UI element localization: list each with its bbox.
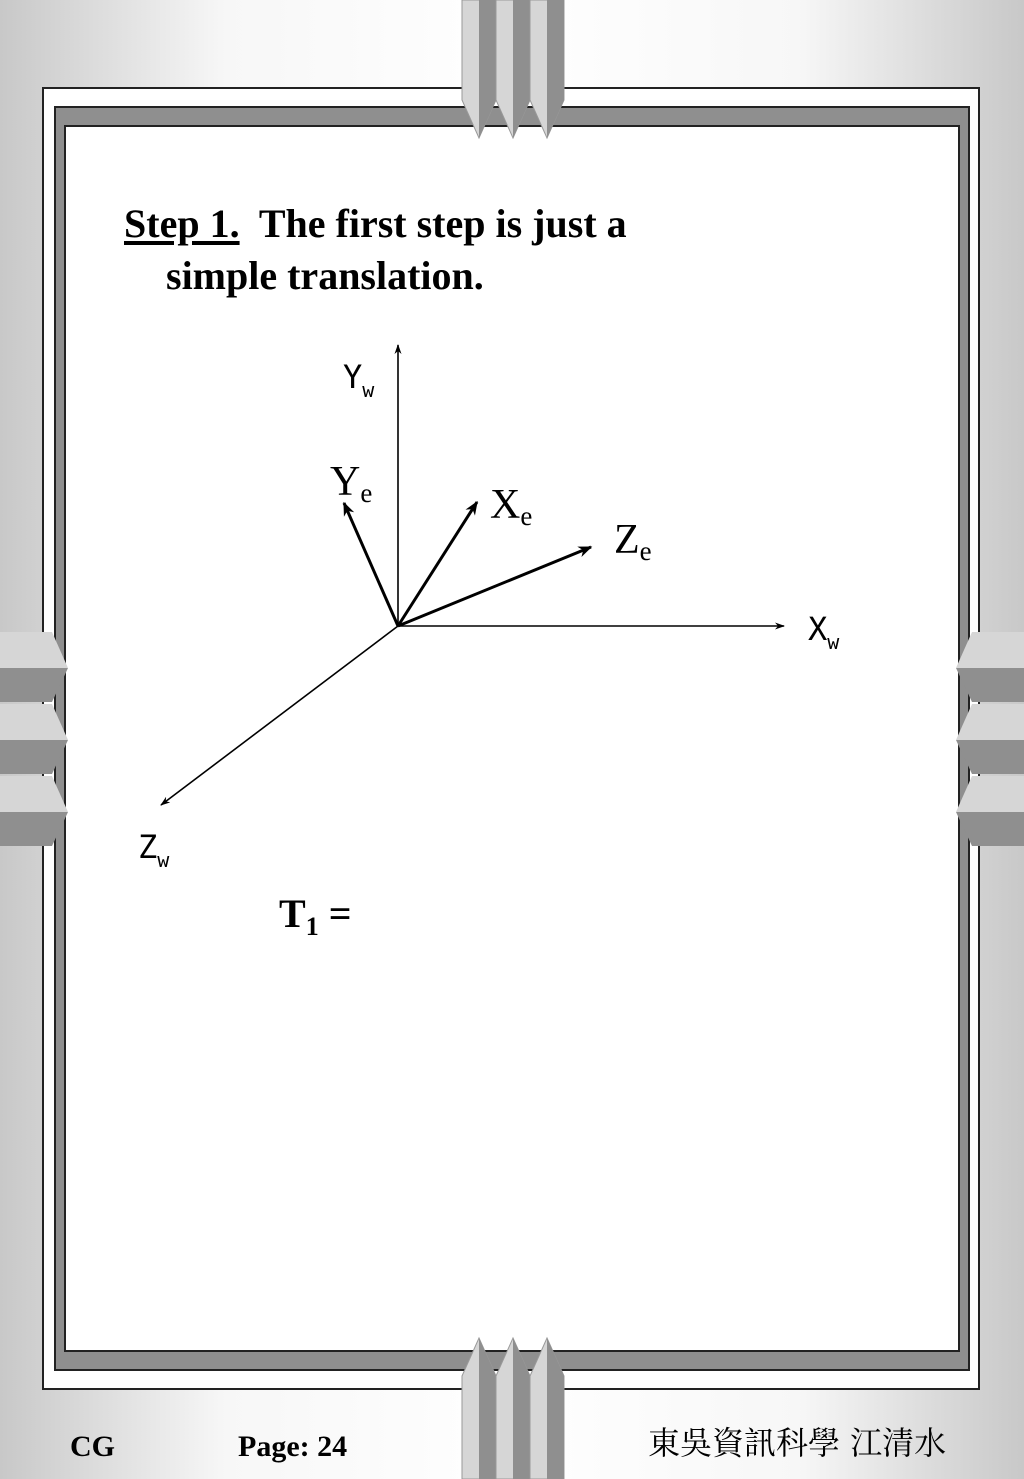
footer-course: CG [70,1430,115,1463]
ze-axis [398,547,591,626]
step-text-line2: simple translation. [166,253,484,298]
step-label: Step 1. [124,201,240,246]
zw-label: $Z_w$ [138,828,170,872]
xe-axis [398,502,477,626]
step-text: The first step is just a [258,201,627,246]
formula-operator: = [318,891,352,936]
formula-subscript: 1 [305,912,319,941]
footer-page-number: Page: 24 [238,1430,348,1463]
xe-label: Xe [490,482,533,531]
yw-label: $Y_w$ [343,358,375,402]
ye-label: Ye [330,459,373,508]
ze-label: Ze [614,517,652,566]
ye-axis [344,503,398,626]
formula-symbol: T [279,891,306,936]
translation-formula [279,890,351,942]
zw-axis [161,626,398,805]
xw-label: $X_w$ [808,610,840,654]
footer-author: 東吳資訊科學 江清水 [648,1424,947,1462]
